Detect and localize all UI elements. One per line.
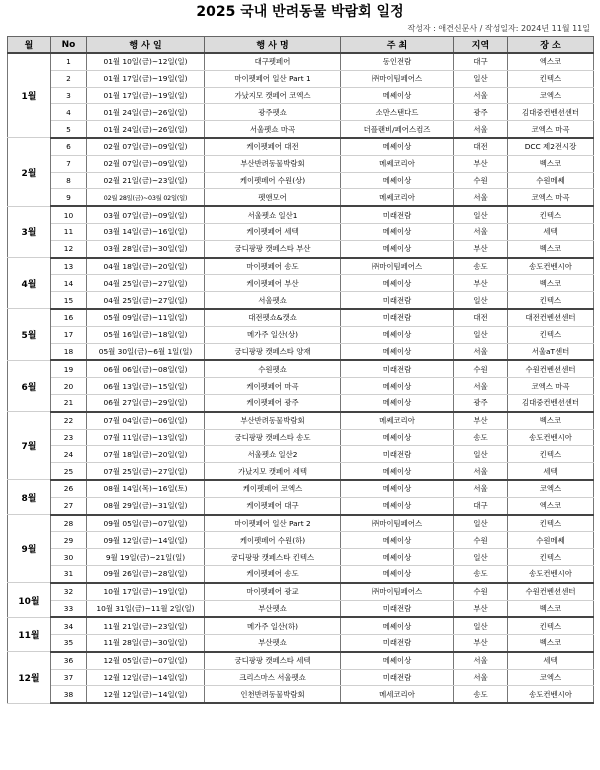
table-row: [8, 480, 594, 497]
table-row: [8, 565, 594, 582]
event-date: 04월 18일(금)~20일(일): [87, 258, 205, 275]
event-venue: 수원컨벤션센터: [508, 360, 594, 377]
table-row: [8, 172, 594, 189]
event-name: 궁디팡팡 캣페스타 송도: [205, 429, 341, 446]
table-row: [8, 549, 594, 566]
event-region: 부산: [454, 155, 508, 172]
event-region: 송도: [454, 686, 508, 703]
event-host: 동인전람: [341, 53, 454, 70]
event-host: 메쎄이상: [341, 223, 454, 240]
event-region: 송도: [454, 258, 508, 275]
header-month: 월: [8, 37, 51, 54]
event-no: 11: [51, 223, 87, 240]
event-no: 17: [51, 326, 87, 343]
month-cell: 5월: [8, 309, 51, 360]
event-name: 서울펫쇼 일산2: [205, 446, 341, 463]
event-venue: 벡스코: [508, 155, 594, 172]
event-host: ㈜마이팀페어스: [341, 70, 454, 87]
event-region: 부산: [454, 600, 508, 617]
table-row: [8, 87, 594, 104]
event-date: 04월 25일(금)~27일(일): [87, 292, 205, 309]
event-venue: 세텍: [508, 463, 594, 480]
header-row: [8, 37, 594, 54]
event-no: 6: [51, 138, 87, 155]
month-cell: 12월: [8, 652, 51, 703]
event-host: 미래전람: [341, 360, 454, 377]
event-region: 서울: [454, 87, 508, 104]
event-region: 광주: [454, 104, 508, 121]
event-region: 부산: [454, 240, 508, 257]
event-region: 일산: [454, 206, 508, 223]
event-venue: 킨텍스: [508, 206, 594, 223]
table-row: [8, 326, 594, 343]
event-date: 01월 10일(금)~12일(일): [87, 53, 205, 70]
event-venue: 송도컨벤시아: [508, 429, 594, 446]
event-name: 메가주 일산(하): [205, 617, 341, 634]
event-date: 06월 27일(금)~29일(일): [87, 394, 205, 411]
event-region: 일산: [454, 70, 508, 87]
event-no: 21: [51, 394, 87, 411]
table-row: [8, 189, 594, 206]
event-name: 케이펫페어 광주: [205, 394, 341, 411]
event-date: 03월 14일(금)~16일(일): [87, 223, 205, 240]
event-venue: 김대중컨벤션센터: [508, 104, 594, 121]
event-region: 대전: [454, 138, 508, 155]
event-host: 메쎄이상: [341, 326, 454, 343]
event-no: 30: [51, 549, 87, 566]
event-name: 마이펫페어 일산 Part 2: [205, 515, 341, 532]
table-row: [8, 429, 594, 446]
event-name: 궁디팡팡 캣페스타 양재: [205, 343, 341, 360]
event-no: 5: [51, 121, 87, 138]
event-name: 가났지모 캣페어 세텍: [205, 463, 341, 480]
event-region: 송도: [454, 565, 508, 582]
event-region: 일산: [454, 515, 508, 532]
event-host: 소만스탠다드: [341, 104, 454, 121]
event-name: 대전펫쇼&캣쇼: [205, 309, 341, 326]
event-venue: 킨텍스: [508, 617, 594, 634]
event-date: 06월 06일(금)~08일(일): [87, 360, 205, 377]
event-date: 01월 17일(금)~19일(일): [87, 70, 205, 87]
event-region: 부산: [454, 412, 508, 429]
table-row: [8, 394, 594, 411]
event-region: 수원: [454, 532, 508, 549]
event-region: 일산: [454, 292, 508, 309]
event-no: 9: [51, 189, 87, 206]
event-host: 메쎄이상: [341, 617, 454, 634]
event-venue: 수원메쎄: [508, 532, 594, 549]
table-row: [8, 343, 594, 360]
event-name: 수원펫쇼: [205, 360, 341, 377]
event-no: 36: [51, 652, 87, 669]
event-name: 케이펫페어 대구: [205, 497, 341, 514]
event-no: 27: [51, 497, 87, 514]
event-no: 10: [51, 206, 87, 223]
event-name: 케이펫페어 마곡: [205, 378, 341, 395]
event-date: 04월 25일(금)~27일(일): [87, 275, 205, 292]
table-row: [8, 669, 594, 686]
event-region: 광주: [454, 394, 508, 411]
event-host: 메쎄코리아: [341, 189, 454, 206]
table-row: [8, 121, 594, 138]
table-row: [8, 686, 594, 703]
event-name: 마이펫페어 광교: [205, 583, 341, 600]
event-name: 마이펫페어 송도: [205, 258, 341, 275]
event-name: 부산펫쇼: [205, 635, 341, 652]
event-no: 19: [51, 360, 87, 377]
event-no: 24: [51, 446, 87, 463]
month-cell: 1월: [8, 53, 51, 138]
event-no: 12: [51, 240, 87, 257]
month-cell: 7월: [8, 412, 51, 480]
event-date: 05월 30일(금)~6월 1일(일): [87, 343, 205, 360]
header-date: 행 사 일: [87, 37, 205, 54]
event-no: 18: [51, 343, 87, 360]
event-name: 서울펫쇼 일산1: [205, 206, 341, 223]
event-date: 10월 17일(금)~19일(일): [87, 583, 205, 600]
event-venue: 킨텍스: [508, 549, 594, 566]
event-no: 8: [51, 172, 87, 189]
event-no: 33: [51, 600, 87, 617]
event-region: 서울: [454, 121, 508, 138]
event-date: 05월 16일(금)~18일(일): [87, 326, 205, 343]
header-event-name: 행 사 명: [205, 37, 341, 54]
event-venue: 엑스코: [508, 53, 594, 70]
event-name: 부산펫쇼: [205, 600, 341, 617]
event-date: 03월 28일(금)~30일(일): [87, 240, 205, 257]
event-name: 케이펫페어 수원(상): [205, 172, 341, 189]
event-no: 20: [51, 378, 87, 395]
table-row: [8, 206, 594, 223]
table-row: [8, 53, 594, 70]
event-region: 대전: [454, 309, 508, 326]
month-cell: 3월: [8, 206, 51, 257]
event-region: 서울: [454, 378, 508, 395]
event-region: 일산: [454, 549, 508, 566]
event-venue: DCC 제2전시장: [508, 138, 594, 155]
event-venue: 벡스코: [508, 240, 594, 257]
event-no: 4: [51, 104, 87, 121]
event-venue: 코엑스 마곡: [508, 378, 594, 395]
event-name: 크리스마스 서울펫쇼: [205, 669, 341, 686]
event-venue: 엑스코: [508, 497, 594, 514]
event-venue: 킨텍스: [508, 326, 594, 343]
event-date: 02월 21일(금)~23일(일): [87, 172, 205, 189]
header-region: 지역: [454, 37, 508, 54]
event-venue: 킨텍스: [508, 515, 594, 532]
event-region: 서울: [454, 223, 508, 240]
event-name: 부산반려동물박람회: [205, 412, 341, 429]
event-host: 미래전람: [341, 600, 454, 617]
event-host: 메쎄코리아: [341, 155, 454, 172]
event-region: 수원: [454, 360, 508, 377]
event-region: 부산: [454, 275, 508, 292]
event-venue: 송도컨벤시아: [508, 258, 594, 275]
event-region: 일산: [454, 446, 508, 463]
event-date: 07월 11일(금)~13일(일): [87, 429, 205, 446]
table-row: [8, 652, 594, 669]
table-row: [8, 360, 594, 377]
event-venue: 세텍: [508, 223, 594, 240]
event-host: 미래전람: [341, 446, 454, 463]
event-host: 메쎄이상: [341, 463, 454, 480]
event-region: 수원: [454, 583, 508, 600]
event-host: 더플랜비/페어스컴즈: [341, 121, 454, 138]
event-date: 09월 05일(금)~07일(일): [87, 515, 205, 532]
event-name: 인천반려동물박람회: [205, 686, 341, 703]
table-row: [8, 138, 594, 155]
event-host: 미래전람: [341, 635, 454, 652]
event-venue: 세텍: [508, 652, 594, 669]
event-no: 26: [51, 480, 87, 497]
event-no: 28: [51, 515, 87, 532]
event-host: 메세코리아: [341, 686, 454, 703]
event-name: 가났지모 캣페어 코엑스: [205, 87, 341, 104]
header-venue: 장 소: [508, 37, 594, 54]
event-no: 1: [51, 53, 87, 70]
event-name: 케이펫페어 부산: [205, 275, 341, 292]
event-venue: 킨텍스: [508, 292, 594, 309]
event-name: 궁디팡팡 캣페스타 부산: [205, 240, 341, 257]
event-host: 미래전람: [341, 206, 454, 223]
event-venue: 송도컨벤시아: [508, 565, 594, 582]
event-no: 22: [51, 412, 87, 429]
event-name: 케이펫페어 수원(하): [205, 532, 341, 549]
table-row: [8, 532, 594, 549]
event-name: 케이펫페어 대전: [205, 138, 341, 155]
event-no: 31: [51, 565, 87, 582]
event-host: ㈜마이팀페어스: [341, 583, 454, 600]
event-no: 3: [51, 87, 87, 104]
table-row: [8, 292, 594, 309]
month-cell: 9월: [8, 515, 51, 583]
event-venue: 킨텍스: [508, 446, 594, 463]
event-region: 서울: [454, 669, 508, 686]
month-cell: 2월: [8, 138, 51, 206]
table-row: [8, 258, 594, 275]
event-venue: 코엑스 마곡: [508, 189, 594, 206]
event-name: 광주펫쇼: [205, 104, 341, 121]
event-date: 01월 24일(금)~26일(일): [87, 104, 205, 121]
event-name: 케이펫페어 코엑스: [205, 480, 341, 497]
event-region: 대구: [454, 53, 508, 70]
event-name: 케이펫페어 송도: [205, 565, 341, 582]
event-venue: 서울aT센터: [508, 343, 594, 360]
event-host: 메쎄이상: [341, 394, 454, 411]
event-no: 32: [51, 583, 87, 600]
event-region: 송도: [454, 429, 508, 446]
event-name: 케이펫페어 세텍: [205, 223, 341, 240]
event-venue: 킨텍스: [508, 70, 594, 87]
month-cell: 11월: [8, 617, 51, 652]
table-row: [8, 635, 594, 652]
event-host: 메쎄이상: [341, 429, 454, 446]
event-name: 대구펫페어: [205, 53, 341, 70]
event-host: 메쎄코리아: [341, 412, 454, 429]
table-row: [8, 600, 594, 617]
event-no: 34: [51, 617, 87, 634]
header-host: 주 최: [341, 37, 454, 54]
event-no: 35: [51, 635, 87, 652]
event-date: 07월 25일(금)~27일(일): [87, 463, 205, 480]
event-region: 부산: [454, 635, 508, 652]
event-date: 12월 12일(금)~14일(일): [87, 669, 205, 686]
event-venue: 코엑스: [508, 669, 594, 686]
event-venue: 벡스코: [508, 275, 594, 292]
event-date: 03월 07일(금)~09일(일): [87, 206, 205, 223]
event-venue: 수원컨벤션센터: [508, 583, 594, 600]
header-no: No: [51, 37, 87, 54]
table-row: [8, 583, 594, 600]
event-name: 서울펫쇼 마곡: [205, 121, 341, 138]
event-host: ㈜마이팀페어스: [341, 258, 454, 275]
month-cell: 10월: [8, 583, 51, 618]
event-date: 08월 29일(금)~31일(일): [87, 497, 205, 514]
event-host: 메쎄이상: [341, 87, 454, 104]
event-name: 궁디팡팡 캣페스타 세텍: [205, 652, 341, 669]
event-host: 미래전람: [341, 669, 454, 686]
event-region: 서울: [454, 463, 508, 480]
event-name: 메가주 일산(상): [205, 326, 341, 343]
author-date-line: 작성자 : 애견신문사 / 작성일자: 2024년 11월 11일: [407, 24, 590, 33]
event-host: 메쎄이상: [341, 378, 454, 395]
table-row: [8, 412, 594, 429]
event-name: 궁디팡팡 캣페스타 킨텍스: [205, 549, 341, 566]
event-date: 05월 09일(금)~11일(일): [87, 309, 205, 326]
event-venue: 코엑스 마곡: [508, 121, 594, 138]
month-cell: 8월: [8, 480, 51, 515]
event-no: 2: [51, 70, 87, 87]
event-venue: 벡스코: [508, 635, 594, 652]
event-date: 12월 05일(금)~07일(일): [87, 652, 205, 669]
table-row: [8, 378, 594, 395]
event-host: 메쎄이상: [341, 497, 454, 514]
event-host: 메쎄이상: [341, 240, 454, 257]
event-date: 02월 28일(금)~03월 02일(일): [87, 189, 205, 206]
schedule-body: [8, 53, 594, 703]
event-venue: 수원메쎄: [508, 172, 594, 189]
event-date: 01월 24일(금)~26일(일): [87, 121, 205, 138]
event-date: 11월 28일(금)~30일(일): [87, 635, 205, 652]
event-venue: 대전컨벤션센터: [508, 309, 594, 326]
event-name: 펫앤모어: [205, 189, 341, 206]
event-venue: 코엑스: [508, 480, 594, 497]
table-row: [8, 515, 594, 532]
event-date: 07월 04일(금)~06일(일): [87, 412, 205, 429]
event-host: 메쎄이상: [341, 480, 454, 497]
event-host: 미래전람: [341, 292, 454, 309]
table-row: [8, 617, 594, 634]
table-row: [8, 497, 594, 514]
event-date: 10월 31일(금)~11월 2일(일): [87, 600, 205, 617]
event-host: 메쎄이상: [341, 565, 454, 582]
event-region: 서울: [454, 343, 508, 360]
event-date: 06월 13일(금)~15일(일): [87, 378, 205, 395]
table-row: [8, 223, 594, 240]
month-cell: 4월: [8, 258, 51, 309]
event-date: 12월 12일(금)~14일(일): [87, 686, 205, 703]
table-row: [8, 240, 594, 257]
event-no: 38: [51, 686, 87, 703]
event-region: 일산: [454, 326, 508, 343]
event-name: 부산반려동물박람회: [205, 155, 341, 172]
event-host: ㈜마이팀페어스: [341, 515, 454, 532]
event-region: 서울: [454, 480, 508, 497]
event-date: 09월 12일(금)~14일(일): [87, 532, 205, 549]
event-no: 25: [51, 463, 87, 480]
table-row: [8, 309, 594, 326]
event-date: 09월 26일(금)~28일(일): [87, 565, 205, 582]
event-no: 13: [51, 258, 87, 275]
event-no: 16: [51, 309, 87, 326]
table-row: [8, 446, 594, 463]
event-no: 15: [51, 292, 87, 309]
event-venue: 코엑스: [508, 87, 594, 104]
event-host: 미래전람: [341, 309, 454, 326]
event-venue: 벡스코: [508, 600, 594, 617]
event-date: 01월 17일(금)~19일(일): [87, 87, 205, 104]
event-venue: 송도컨벤시아: [508, 686, 594, 703]
event-region: 서울: [454, 189, 508, 206]
event-venue: 벡스코: [508, 412, 594, 429]
event-date: 02월 07일(금)~09일(일): [87, 138, 205, 155]
table-row: [8, 275, 594, 292]
event-no: 23: [51, 429, 87, 446]
event-no: 37: [51, 669, 87, 686]
event-date: 9월 19일(금)~21일(일): [87, 549, 205, 566]
event-name: 서울펫쇼: [205, 292, 341, 309]
event-host: 메쎄이상: [341, 549, 454, 566]
event-host: 메쎄이상: [341, 275, 454, 292]
event-host: 메쎄이상: [341, 138, 454, 155]
event-host: 메쎄이상: [341, 343, 454, 360]
table-row: [8, 155, 594, 172]
event-region: 서울: [454, 652, 508, 669]
event-name: 마이펫페어 일산 Part 1: [205, 70, 341, 87]
event-date: 02월 07일(금)~09일(일): [87, 155, 205, 172]
event-region: 대구: [454, 497, 508, 514]
event-no: 14: [51, 275, 87, 292]
event-host: 메쎄이상: [341, 532, 454, 549]
event-date: 07월 18일(금)~20일(일): [87, 446, 205, 463]
page-title: 2025 국내 반려동물 박람회 일정: [196, 4, 404, 20]
month-cell: 6월: [8, 360, 51, 411]
event-host: 메쎄이상: [341, 172, 454, 189]
event-no: 7: [51, 155, 87, 172]
event-region: 수원: [454, 172, 508, 189]
event-date: 08월 14일(목)~16일(토): [87, 480, 205, 497]
event-no: 29: [51, 532, 87, 549]
table-row: [8, 104, 594, 121]
event-date: 11월 21일(금)~23일(일): [87, 617, 205, 634]
event-region: 일산: [454, 617, 508, 634]
exhibition-schedule-table: [7, 36, 594, 704]
table-row: [8, 70, 594, 87]
event-venue: 김대중컨벤션센터: [508, 394, 594, 411]
table-row: [8, 463, 594, 480]
event-host: 메쎄이상: [341, 652, 454, 669]
